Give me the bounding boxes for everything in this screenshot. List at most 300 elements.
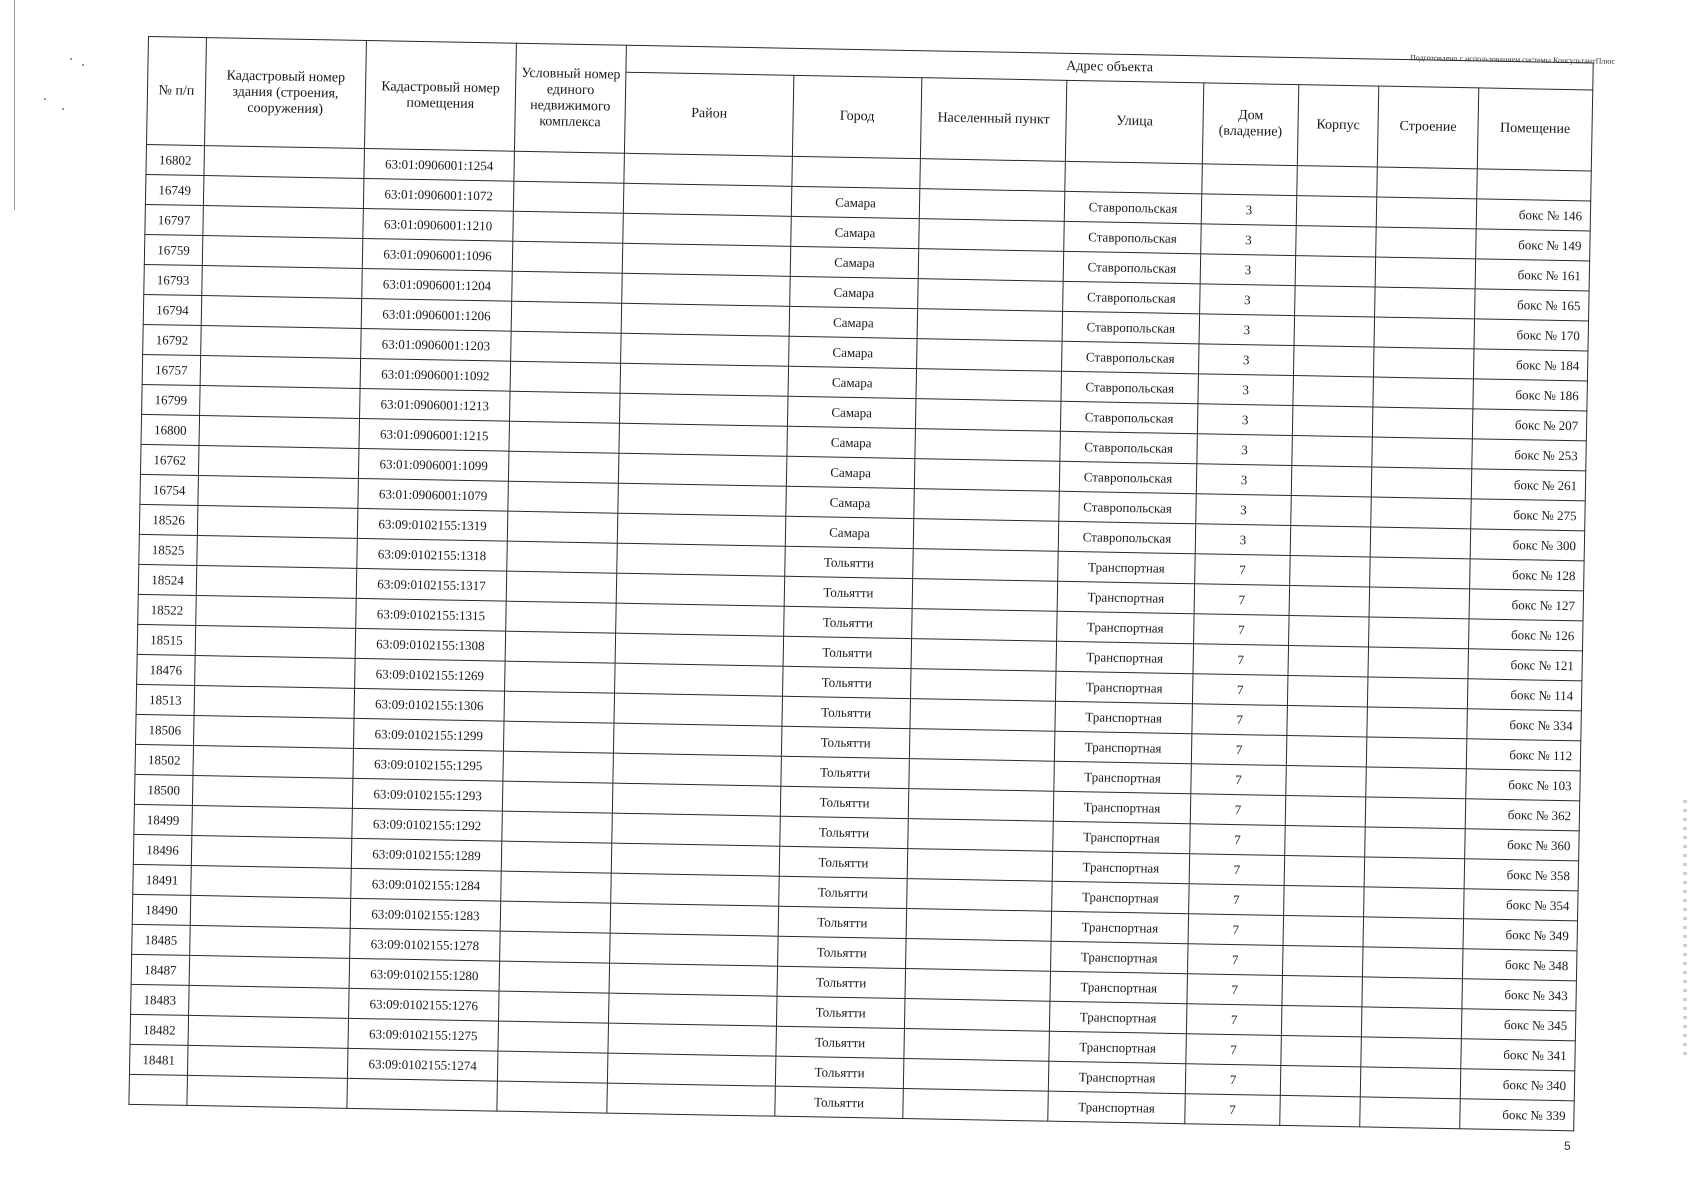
cell-structure [1373,347,1474,379]
cell-district [608,1023,777,1056]
cell-building-cadastral [191,835,352,868]
cell-room: бокс № 161 [1475,259,1590,291]
cell-building-cadastral [193,745,354,778]
cell-street: Транспортная [1055,701,1193,734]
cell-settlement [904,1029,1050,1062]
cell-building-cadastral [187,1075,348,1108]
cell-settlement [912,609,1058,642]
cell-num [129,1074,188,1105]
cell-district [607,1083,776,1116]
cell-structure [1365,827,1466,859]
cell-complex-number [507,511,618,543]
cell-structure [1361,1007,1462,1039]
cell-num: 18481 [129,1044,188,1075]
header-complex-number: Условный номер единого недвижимого комплекса [514,43,626,153]
cell-premise-cadastral: 63:01:0906001:1210 [363,208,514,241]
cell-premise-cadastral: 63:09:0102155:1274 [347,1048,498,1081]
cell-city: Самара [790,276,919,308]
cell-building-cadastral [198,475,359,508]
cell-structure [1365,797,1466,829]
cell-city: Тольятти [781,756,910,788]
cell-structure [1375,287,1476,319]
cell-room: бокс № 360 [1465,829,1580,861]
cell-num: 16757 [142,354,201,385]
cell-num: 16800 [141,414,200,445]
cell-house: 3 [1198,344,1294,376]
cell-block [1295,256,1376,287]
cell-room: бокс № 149 [1476,229,1591,261]
cell-premise-cadastral: 63:09:0102155:1284 [351,868,502,901]
header-premise-cadastral: Кадастровый номер помещения [364,41,516,152]
cell-city: Тольятти [779,846,908,878]
cell-premise-cadastral: 63:01:0906001:1079 [358,478,509,511]
cell-structure [1372,437,1473,469]
cell-complex-number [512,241,623,273]
cell-complex-number [498,1021,609,1053]
cell-complex-number [503,751,614,783]
cell-premise-cadastral: 63:01:0906001:1203 [361,328,512,361]
cell-house: 7 [1186,1034,1282,1066]
cell-complex-number [501,871,612,903]
cell-complex-number [510,391,621,423]
cell-structure [1370,527,1471,559]
cell-house: 3 [1196,464,1292,496]
cell-block [1293,376,1374,407]
cell-room: бокс № 343 [1462,979,1577,1011]
cell-house: 7 [1187,974,1283,1006]
cell-block [1287,705,1368,736]
cell-premise-cadastral: 63:09:0102155:1308 [355,628,506,661]
cell-building-cadastral [192,805,353,838]
header-building-cadastral: Кадастровый номер здания (строения, сооружения) [205,38,367,149]
cell-block [1282,975,1363,1006]
cell-num: 18491 [133,864,192,895]
cell-room: бокс № 146 [1476,199,1591,231]
cell-block [1281,1035,1362,1066]
cell-premise-cadastral: 63:09:0102155:1280 [349,958,500,991]
cell-premise-cadastral: 63:09:0102155:1318 [357,538,508,571]
cell-district [609,963,778,996]
cell-structure [1368,647,1469,679]
cell-room: бокс № 349 [1463,919,1578,951]
cell-complex-number [508,451,619,483]
cell-district [611,873,780,906]
cell-street: Транспортная [1051,941,1189,974]
cell-house: 7 [1190,794,1286,826]
cell-premise-cadastral: 63:09:0102155:1293 [352,778,503,811]
cell-city: Самара [789,336,918,368]
cell-block [1292,406,1373,437]
cell-premise-cadastral: 63:09:0102155:1317 [356,568,507,601]
cell-room: бокс № 127 [1469,589,1584,621]
cell-building-cadastral [199,416,360,449]
cell-city: Тольятти [784,606,913,638]
cell-complex-number [505,661,616,693]
cell-settlement [919,219,1065,252]
cell-district [617,513,786,546]
cell-district [613,753,782,786]
cell-premise-cadastral: 63:09:0102155:1275 [348,1018,499,1051]
cell-num: 18476 [137,654,196,685]
cell-building-cadastral [190,895,351,928]
cell-city: Тольятти [781,726,910,758]
cell-district [615,663,784,696]
cell-structure [1370,557,1471,589]
cell-city: Тольятти [780,816,909,848]
cell-district [614,693,783,726]
cell-house: 3 [1196,494,1292,526]
cell-complex-number [497,1051,608,1083]
register-table-wrapper [128,36,1593,1131]
cell-premise-cadastral: 63:01:0906001:1092 [360,358,511,391]
cell-city: Самара [786,456,915,488]
cell-house: 7 [1194,614,1290,646]
cell-complex-number [511,301,622,333]
cell-num: 18485 [132,924,191,955]
cell-settlement [908,819,1054,852]
cell-district [616,603,785,636]
cell-settlement [904,999,1050,1032]
cell-building-cadastral [195,655,356,688]
cell-city: Тольятти [783,636,912,668]
cell-num: 16797 [145,204,204,235]
cell-house: 7 [1185,1064,1281,1096]
cell-block [1285,825,1366,856]
cell-num: 16802 [146,144,205,175]
cell-house: 3 [1197,404,1293,436]
cell-structure [1367,707,1468,739]
cell-num: 16792 [143,324,202,355]
cell-building-cadastral [194,685,355,718]
cell-city: Тольятти [782,696,911,728]
cell-city: Самара [787,396,916,428]
cell-house: 7 [1193,644,1289,676]
cell-room: бокс № 165 [1475,289,1590,321]
cell-block [1296,226,1377,257]
cell-block [1290,556,1371,587]
cell-room: бокс № 358 [1464,859,1579,891]
cell-premise-cadastral: 63:09:0102155:1283 [350,898,501,931]
cell-structure [1376,227,1477,259]
cell-house: 7 [1189,884,1285,916]
cell-room: бокс № 103 [1466,769,1581,801]
cell-premise-cadastral: 63:01:0906001:1254 [364,148,515,181]
cell-room: бокс № 334 [1467,709,1582,741]
header-address-group: Адрес объекта [626,45,1593,90]
cell-building-cadastral [197,535,358,568]
scan-speck [70,58,72,60]
cell-district [610,903,779,936]
cell-settlement [916,369,1062,402]
cell-settlement [906,909,1052,942]
cell-premise-cadastral: 63:01:0906001:1213 [360,388,511,421]
cell-num: 18482 [130,1014,189,1045]
cell-complex-number [505,631,616,663]
cell-settlement [915,429,1061,462]
cell-room: бокс № 126 [1468,619,1583,651]
cell-house: 7 [1191,764,1287,796]
cell-complex-number [512,271,623,303]
cell-block [1280,1065,1361,1096]
cell-block [1292,436,1373,467]
header-city: Город [792,75,921,158]
cell-settlement [907,879,1053,912]
cell-house: 3 [1199,314,1295,346]
cell-block [1280,1095,1361,1126]
cell-city: Тольятти [783,666,912,698]
cell-house: 7 [1186,1004,1282,1036]
cell-structure [1366,767,1467,799]
cell-building-cadastral [192,775,353,808]
cell-num: 18524 [138,564,197,595]
cell-room: бокс № 114 [1467,679,1582,711]
header-house: Дом (владение) [1202,83,1298,166]
cell-complex-number [511,331,622,363]
cell-num: 18526 [139,504,198,535]
cell-settlement [920,159,1066,192]
cell-num: 16793 [144,264,203,295]
cell-house: 3 [1200,284,1296,316]
cell-settlement [911,639,1057,672]
cell-num: 18483 [131,984,190,1015]
cell-city: Самара [787,426,916,458]
scan-edge-line [14,0,15,210]
header-structure: Строение [1377,86,1478,169]
cell-house: 7 [1191,734,1287,766]
cell-settlement [906,939,1052,972]
cell-city: Самара [785,516,914,548]
cell-street: Ставропольская [1062,311,1200,344]
cell-street: Транспортная [1058,551,1196,584]
cell-block [1295,286,1376,317]
cell-building-cadastral [194,715,355,748]
cell-structure [1377,167,1478,199]
cell-num: 18490 [132,894,191,925]
cell-num: 18499 [134,804,193,835]
cell-street: Ставропольская [1064,191,1202,224]
cell-complex-number [510,361,621,393]
cell-room: бокс № 345 [1461,1009,1576,1041]
cell-city: Тольятти [778,936,907,968]
cell-building-cadastral [190,925,351,958]
cell-settlement [918,249,1064,282]
cell-building-cadastral [201,326,362,359]
cell-city: Тольятти [775,1056,904,1088]
cell-district [620,363,789,396]
header-block: Корпус [1297,85,1378,167]
cell-settlement [903,1089,1049,1122]
cell-city: Тольятти [776,996,905,1028]
cell-num: 16754 [140,474,199,505]
cell-building-cadastral [195,625,356,658]
cell-building-cadastral [197,505,358,538]
cell-building-cadastral [196,595,357,628]
cell-street: Транспортная [1052,881,1190,914]
cell-block [1283,915,1364,946]
cell-complex-number [500,931,611,963]
cell-structure [1362,947,1463,979]
cell-premise-cadastral: 63:09:0102155:1319 [357,508,508,541]
cell-complex-number [513,211,624,243]
cell-complex-number [500,901,611,933]
cell-structure [1367,677,1468,709]
cell-district [612,813,781,846]
cell-complex-number [513,181,624,213]
cell-house: 3 [1201,194,1297,226]
cell-premise-cadastral: 63:09:0102155:1299 [353,718,504,751]
cell-block [1286,765,1367,796]
property-register-table [128,36,1593,1131]
cell-premise-cadastral: 63:01:0906001:1204 [362,268,513,301]
cell-building-cadastral [201,296,362,329]
page-number: 5 [1564,1139,1571,1153]
scan-speck [82,64,84,66]
cell-block [1291,496,1372,527]
cell-building-cadastral [203,206,364,239]
cell-structure [1371,467,1472,499]
header-num: № п/п [147,37,207,146]
cell-num: 16799 [142,384,201,415]
cell-settlement [907,849,1053,882]
cell-street: Транспортная [1057,611,1195,644]
cell-room: бокс № 339 [1460,1099,1575,1131]
cell-district [612,783,781,816]
scan-speck [62,108,64,110]
cell-street: Транспортная [1054,731,1192,764]
cell-room: бокс № 253 [1472,439,1587,471]
cell-street: Ставропольская [1058,521,1196,554]
cell-city: Самара [791,216,920,248]
cell-street: Транспортная [1056,641,1194,674]
cell-street: Транспортная [1053,821,1191,854]
cell-premise-cadastral: 63:01:0906001:1072 [363,178,514,211]
cell-building-cadastral [200,356,361,389]
cell-complex-number [508,481,619,513]
cell-city: Тольятти [777,966,906,998]
cell-building-cadastral [200,386,361,419]
cell-building-cadastral [187,1045,348,1078]
cell-num: 16794 [143,294,202,325]
cell-settlement [903,1059,1049,1092]
cell-structure [1363,917,1464,949]
cell-building-cadastral [203,176,364,209]
cell-structure [1373,377,1474,409]
header-street: Улица [1065,80,1203,163]
cell-num: 18522 [138,594,197,625]
cell-building-cadastral [189,985,350,1018]
cell-street: Транспортная [1054,761,1192,794]
cell-num: 16749 [145,174,204,205]
cell-num: 18502 [135,744,194,775]
cell-street: Транспортная [1049,1001,1187,1034]
cell-premise-cadastral: 63:01:0906001:1215 [359,418,510,451]
cell-structure [1361,1037,1462,1069]
cell-room: бокс № 362 [1465,799,1580,831]
cell-house: 7 [1192,674,1288,706]
cell-city [792,156,921,188]
cell-structure [1369,617,1470,649]
cell-district [618,453,787,486]
cell-street: Транспортная [1052,851,1190,884]
cell-settlement [909,759,1055,792]
cell-district [623,213,792,246]
cell-complex-number [504,691,615,723]
cell-building-cadastral [189,955,350,988]
cell-street: Транспортная [1050,971,1188,1004]
cell-complex-number [506,571,617,603]
cell-street: Ставропольская [1059,491,1197,524]
cell-complex-number [497,1081,608,1113]
cell-building-cadastral [196,565,357,598]
cell-block [1296,196,1377,227]
cell-complex-number [501,841,612,873]
cell-premise-cadastral: 63:01:0906001:1096 [362,238,513,271]
cell-block [1285,795,1366,826]
cell-room: бокс № 261 [1471,469,1586,501]
cell-structure [1372,407,1473,439]
cell-block [1281,1005,1362,1036]
cell-structure [1362,977,1463,1009]
cell-house: 3 [1195,524,1291,556]
cell-city: Тольятти [778,906,907,938]
cell-house: 7 [1187,944,1283,976]
cell-settlement [913,519,1059,552]
cell-district [610,933,779,966]
cell-settlement [905,969,1051,1002]
cell-settlement [914,489,1060,522]
cell-settlement [910,669,1056,702]
cell-premise-cadastral: 63:09:0102155:1292 [352,808,503,841]
cell-house: 7 [1189,854,1285,886]
cell-building-cadastral [204,146,365,179]
cell-street: Транспортная [1048,1091,1186,1124]
cell-complex-number [499,991,610,1023]
header-room: Помещение [1477,88,1593,171]
cell-street: Ставропольская [1060,401,1198,434]
cell-block [1287,675,1368,706]
cell-structure [1374,317,1475,349]
cell-district [611,843,780,876]
cell-num: 18515 [137,624,196,655]
cell-room: бокс № 186 [1473,379,1588,411]
cell-district [617,543,786,576]
cell-num: 18500 [134,774,193,805]
cell-premise-cadastral: 63:09:0102155:1289 [351,838,502,871]
cell-room: бокс № 354 [1464,889,1579,921]
scan-speck [44,98,46,100]
cell-city: Тольятти [785,546,914,578]
cell-district [622,243,791,276]
cell-house: 7 [1190,824,1286,856]
cell-structure [1375,257,1476,289]
cell-room: бокс № 348 [1462,949,1577,981]
cell-settlement [908,789,1054,822]
cell-premise-cadastral: 63:09:0102155:1269 [355,658,506,691]
cell-block [1289,586,1370,617]
cell-district [615,633,784,666]
cell-num: 16759 [144,234,203,265]
cell-settlement [909,729,1055,762]
cell-street: Транспортная [1048,1061,1186,1094]
cell-city: Тольятти [784,576,913,608]
cell-city: Самара [790,246,919,278]
header-settlement: Населенный пункт [920,78,1066,162]
cell-city: Самара [786,486,915,518]
cell-street: Транспортная [1057,581,1195,614]
cell-street: Транспортная [1049,1031,1187,1064]
cell-house: 3 [1200,254,1296,286]
cell-block [1293,346,1374,377]
